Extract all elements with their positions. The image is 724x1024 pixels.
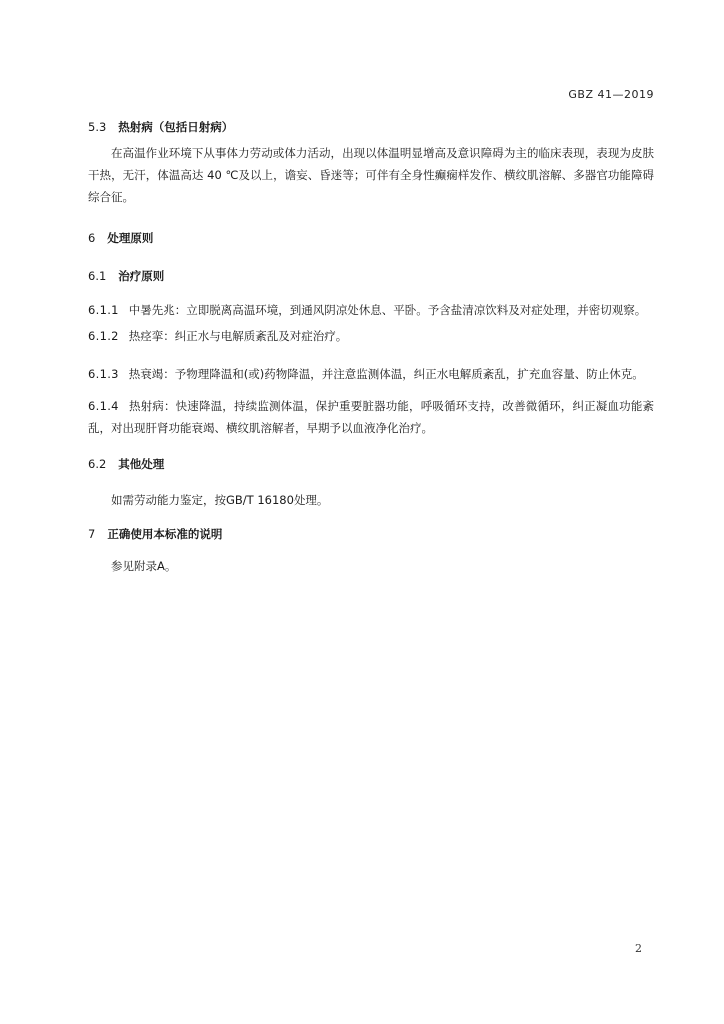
document-body [88,118,654,577]
clause-6-1-3 [88,360,654,389]
clause-text: 热痉挛：纠正水与电解质紊乱及对症治疗。 [128,329,348,343]
section-number: 6 [88,231,96,245]
section-paragraph-7: 参见附录A。 [111,559,177,573]
clause-number: 6.1.3 [88,367,119,381]
section-title: 其他处理 [118,457,165,471]
section-paragraph-5-3: 在高温作业环境下从事体力劳动或体力活动，出现以体温明显增高及意识障碍为主的临床表现，表现为皮肤干热，无汗，体温高达 40 ℃及以上，谵妄、昏迷等；可伴有全身性癫痫样发作、横纹肌溶解、多器官功能障碍综合征。 [88,146,654,204]
section-heading-6-2 [88,455,654,473]
section-number: 6.1 [88,269,107,283]
section-heading-7 [88,525,654,543]
section-title: 治疗原则 [118,269,165,283]
section-title: 热射病（包括日射病） [118,120,234,134]
section-title: 处理原则 [107,231,154,245]
section-number: 5.3 [88,120,107,134]
section-heading-6 [88,229,654,247]
section-heading-6-1 [88,267,654,285]
section-number: 7 [88,527,96,541]
standard-code: GBZ 41—2019 [568,88,654,101]
clause-text: 热射病：快速降温，持续监测体温，保护重要脏器功能，呼吸循环支持，改善微循环，纠正凝血功能紊乱，对出现肝肾功能衰竭、横纹肌溶解者，早期予以血液净化治疗。 [88,399,654,435]
clause-text: 中暑先兆：立即脱离高温环境，到通风阴凉处休息、平卧。予含盐清凉饮料及对症处理，并密切观察。 [128,303,647,317]
clause-6-1-1 [88,299,654,321]
section-number: 6.2 [88,457,107,471]
clause-6-1-2 [88,325,654,347]
section-title: 正确使用本标准的说明 [107,527,223,541]
clause-number: 6.1.1 [88,303,119,317]
page-number: 2 [635,942,642,955]
clause-number: 6.1.2 [88,329,119,343]
clause-number: 6.1.4 [88,399,119,413]
section-heading-5-3 [88,118,654,136]
section-paragraph-6-2: 如需劳动能力鉴定，按GB/T 16180处理。 [111,493,329,507]
clause-text: 热衰竭：予物理降温和(或)药物降温，并注意监测体温，纠正水电解质紊乱，扩充血容量、防止休克。 [128,367,644,381]
clause-6-1-4 [88,395,654,439]
